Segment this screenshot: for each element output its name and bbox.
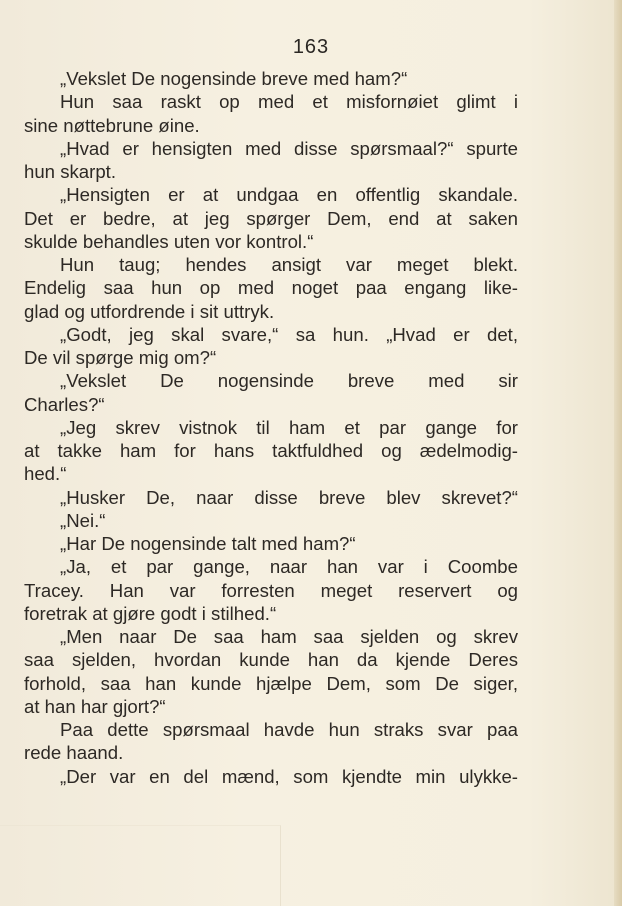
text-line: Paa dette spørsmaal havde hun straks svar paa bbox=[60, 719, 518, 740]
text-line: Charles?“ bbox=[24, 393, 105, 415]
page-shadow bbox=[0, 825, 281, 906]
text-line: „Hvad er hensigten med disse spørsmaal?“ spurte bbox=[60, 137, 518, 159]
body-text bbox=[24, 67, 518, 788]
text-line: „Vekslet De nogensinde breve med sir bbox=[60, 370, 518, 392]
text-line: De vil spørge mig om?“ bbox=[24, 347, 217, 368]
text-line: rede haand. bbox=[24, 742, 124, 764]
text-line: Tracey. Han var forresten meget reservert og bbox=[24, 579, 518, 601]
text-line: „Hensigten er at undgaa en offentlig skandale. bbox=[60, 184, 518, 206]
page-number: 163 bbox=[292, 36, 330, 58]
text-line: at takke ham for hans taktfuldhed og ædelmodig- bbox=[24, 440, 518, 461]
text-line: skulde behandles uten vor kontrol.“ bbox=[24, 230, 314, 252]
text-line: „Ja, et par gange, naar han var i Coombe bbox=[60, 556, 518, 578]
text-line: „Nei.“ bbox=[60, 509, 106, 531]
text-line: glad og utfordrende i sit uttryk. bbox=[24, 300, 275, 322]
text-line: „Der var en del mænd, som kjendte min ulykke- bbox=[60, 765, 518, 787]
text-line: hed.“ bbox=[24, 463, 67, 485]
text-line: sine nøttebrune øine. bbox=[24, 114, 200, 136]
text-line: saa sjelden, hvordan kunde han da kjende Deres bbox=[24, 649, 518, 671]
text-line: Endelig saa hun op med noget paa engang like- bbox=[24, 277, 518, 299]
text-line: hun skarpt. bbox=[24, 161, 116, 182]
page-edge bbox=[614, 0, 622, 906]
text-line: „Vekslet De nogensinde breve med ham?“ bbox=[60, 68, 408, 89]
text-line: Hun taug; hendes ansigt var meget blekt. bbox=[60, 254, 518, 275]
text-line: forhold, saa han kunde hjælpe Dem, som De siger, bbox=[24, 672, 518, 694]
text-line: at han har gjort?“ bbox=[24, 695, 166, 717]
text-line: „Godt, jeg skal svare,“ sa hun. „Hvad er det, bbox=[60, 323, 518, 345]
text-line: „Men naar De saa ham saa sjelden og skrev bbox=[60, 626, 518, 647]
text-line: „Jeg skrev vistnok til ham et par gange for bbox=[60, 416, 518, 438]
text-line: „Har De nogensinde talt med ham?“ bbox=[60, 533, 356, 554]
text-line: Det er bedre, at jeg spørger Dem, end at saken bbox=[24, 207, 518, 229]
text-line: Hun saa raskt op med et misfornøiet glimt i bbox=[60, 91, 518, 113]
text-line: „Husker De, naar disse breve blev skrevet?“ bbox=[60, 486, 518, 508]
text-line: foretrak at gjøre godt i stilhed.“ bbox=[24, 602, 277, 624]
